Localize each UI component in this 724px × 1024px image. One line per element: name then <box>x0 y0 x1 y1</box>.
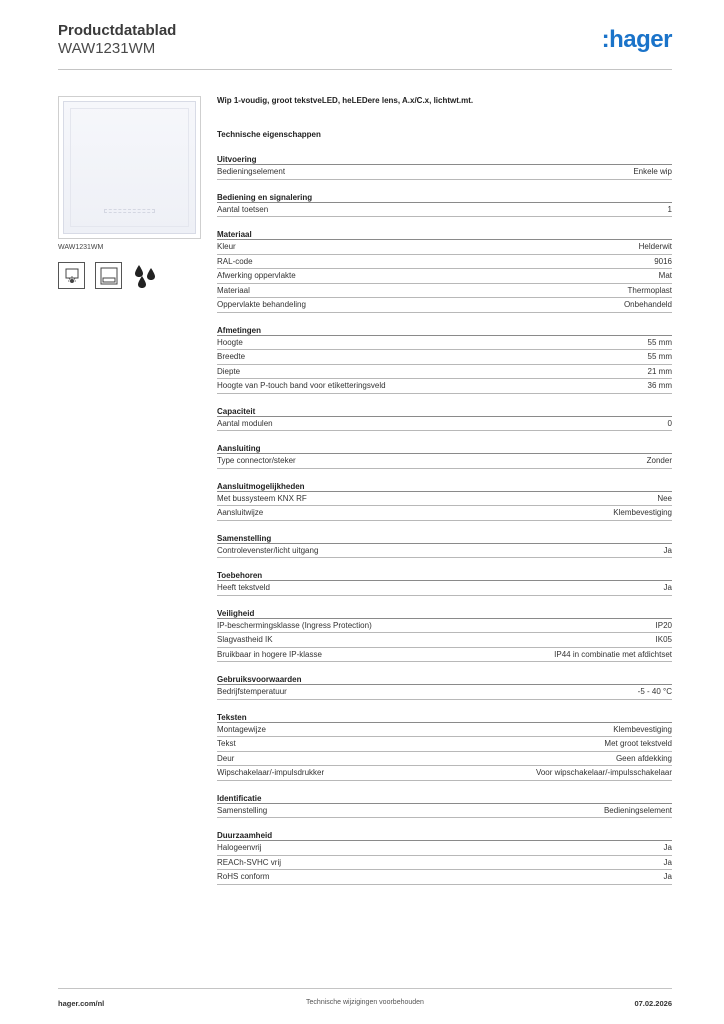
spec-section <box>217 192 672 218</box>
hager-logo: :hager <box>601 26 672 53</box>
spec-section <box>217 406 672 432</box>
spec-value: Zonder <box>646 456 672 465</box>
spec-section-title: Toebehoren <box>217 570 672 581</box>
spec-section-title: Capaciteit <box>217 406 672 417</box>
spec-row <box>217 240 672 255</box>
feature-icons <box>58 262 201 289</box>
spec-row <box>217 685 672 700</box>
spec-row <box>217 336 672 351</box>
spec-row <box>217 581 672 596</box>
spec-label: Afwerking oppervlakte <box>217 271 296 280</box>
spec-label: Aantal modulen <box>217 418 273 428</box>
spec-section <box>217 674 672 700</box>
footer-website: hager.com/nl <box>58 999 105 1008</box>
spec-label: Hoogte <box>217 337 243 347</box>
spec-label: Deur <box>217 753 235 763</box>
spec-value: IP20 <box>655 620 672 630</box>
water-drops-icon <box>132 262 159 289</box>
spec-section-title: Samenstelling <box>217 533 672 544</box>
spec-row <box>217 633 672 648</box>
spec-value: Geen afdekking <box>615 753 672 763</box>
product-image-led-slot <box>104 209 155 213</box>
spec-value: 21 mm <box>647 366 672 376</box>
spec-section-title: Duurzaamheid <box>217 830 672 841</box>
spec-row <box>217 723 672 738</box>
spec-value: IK05 <box>655 635 672 644</box>
spec-value: Onbehandeld <box>623 300 672 309</box>
spec-label: RoHS conform <box>217 872 270 881</box>
spec-label: Tekst <box>217 739 236 748</box>
spec-sections <box>217 154 672 885</box>
spec-section-title: Aansluitmogelijkheden <box>217 481 672 492</box>
spec-value: Klembevestiging <box>613 724 672 734</box>
spec-row <box>217 870 672 885</box>
spec-value: 1 <box>667 204 672 214</box>
spec-row <box>217 544 672 559</box>
spec-row <box>217 203 672 218</box>
spec-label: RAL-code <box>217 256 253 266</box>
spec-section-title: Bediening en signalering <box>217 192 672 203</box>
product-description: Wip 1-voudig, groot tekstveLED, heLEDere lens, A.x/C.x, lichtwt.mt. <box>217 96 474 105</box>
spec-value: -5 - 40 °C <box>637 687 672 696</box>
spec-row <box>217 804 672 819</box>
spec-section-title: Identificatie <box>217 793 672 804</box>
spec-value: Voor wipschakelaar/-impulsschakelaar <box>535 768 672 777</box>
spec-section <box>217 830 672 885</box>
spec-label: Aantal toetsen <box>217 204 269 214</box>
spec-row <box>217 255 672 270</box>
spec-row <box>217 841 672 856</box>
spec-section <box>217 712 672 781</box>
spec-label: Bruikbaar in hogere IP-klasse <box>217 649 322 659</box>
spec-label: Type connector/steker <box>217 456 296 465</box>
spec-label: Aansluitwijze <box>217 508 264 517</box>
illuminated-symbol-icon <box>58 262 85 289</box>
spec-row <box>217 350 672 365</box>
spec-row <box>217 492 672 507</box>
spec-value: Ja <box>663 545 672 555</box>
product-column <box>58 96 201 289</box>
spec-label: Controlevenster/licht uitgang <box>217 545 319 555</box>
spec-value: Ja <box>663 843 672 852</box>
spec-label: Slagvastheid IK <box>217 635 273 644</box>
product-image-caption: WAW1231WM <box>58 244 104 251</box>
spec-row <box>217 298 672 313</box>
spec-label: Kleur <box>217 242 236 251</box>
spec-row <box>217 856 672 871</box>
spec-section <box>217 608 672 663</box>
spec-section <box>217 481 672 521</box>
page-header <box>58 20 672 70</box>
spec-section-title: Aansluiting <box>217 443 672 454</box>
spec-section <box>217 443 672 469</box>
document-title: Productdatablad <box>58 22 177 39</box>
spec-column <box>217 96 672 885</box>
spec-row <box>217 619 672 634</box>
spec-section-title: Materiaal <box>217 229 672 240</box>
spec-label: Materiaal <box>217 285 250 295</box>
label-field-icon <box>95 262 122 289</box>
spec-row <box>217 766 672 781</box>
spec-value: Thermoplast <box>627 285 672 295</box>
spec-label: REACh-SVHC vrij <box>217 857 282 867</box>
spec-section-title: Afmetingen <box>217 325 672 336</box>
spec-row <box>217 737 672 752</box>
spec-value: Helderwit <box>638 242 672 251</box>
spec-section <box>217 533 672 559</box>
spec-value: 55 mm <box>647 337 672 347</box>
spec-label: Montagewijze <box>217 724 266 734</box>
product-code-heading: WAW1231WM <box>58 40 156 57</box>
spec-row <box>217 417 672 432</box>
spec-row <box>217 269 672 284</box>
spec-section <box>217 154 672 180</box>
spec-label: Oppervlakte behandeling <box>217 300 306 309</box>
spec-row <box>217 506 672 521</box>
spec-label: Bedieningselement <box>217 167 286 176</box>
spec-label: Bedrijfstemperatuur <box>217 687 287 696</box>
footer-date: 07.02.2026 <box>634 999 672 1008</box>
spec-value: Met groot tekstveld <box>604 739 672 748</box>
spec-row <box>217 648 672 663</box>
spec-value: Enkele wip <box>633 167 672 176</box>
spec-label: Heeft tekstveld <box>217 583 270 592</box>
spec-section-title: Veiligheid <box>217 608 672 619</box>
spec-label: Wipschakelaar/-impulsdrukker <box>217 768 325 777</box>
spec-section-title: Gebruiksvoorwaarden <box>217 674 672 685</box>
spec-section <box>217 229 672 313</box>
spec-label: Diepte <box>217 366 241 376</box>
page-footer <box>58 988 672 1012</box>
spec-label: Breedte <box>217 352 246 361</box>
spec-row <box>217 379 672 394</box>
spec-heading: Technische eigenschappen <box>217 130 321 139</box>
spec-section <box>217 325 672 394</box>
spec-section <box>217 570 672 596</box>
spec-row <box>217 454 672 469</box>
spec-value: Ja <box>663 857 672 867</box>
spec-value: 0 <box>667 418 672 428</box>
spec-row <box>217 165 672 180</box>
spec-value: Bedieningselement <box>603 805 672 815</box>
spec-row <box>217 752 672 767</box>
spec-value: 36 mm <box>647 381 672 390</box>
spec-value: Ja <box>663 583 672 592</box>
spec-row <box>217 365 672 380</box>
spec-value: Mat <box>658 271 672 280</box>
product-image-frame <box>58 96 201 239</box>
spec-label: Hoogte van P-touch band voor etiketteringsveld <box>217 381 386 390</box>
spec-value: IP44 in combinatie met afdichtset <box>554 649 672 659</box>
spec-section-title: Uitvoering <box>217 154 672 165</box>
spec-label: Samenstelling <box>217 805 268 815</box>
spec-value: Ja <box>663 872 672 881</box>
spec-row <box>217 284 672 299</box>
spec-value: Klembevestiging <box>613 508 672 517</box>
spec-value: 55 mm <box>647 352 672 361</box>
spec-value: 9016 <box>654 256 672 266</box>
spec-section <box>217 793 672 819</box>
spec-label: IP-beschermingsklasse (Ingress Protection) <box>217 620 372 630</box>
footer-disclaimer: Technische wijzigingen voorbehouden <box>306 999 424 1006</box>
spec-label: Halogeenvrij <box>217 843 262 852</box>
spec-section-title: Teksten <box>217 712 672 723</box>
spec-label: Met bussysteem KNX RF <box>217 493 307 503</box>
spec-value: Nee <box>657 493 672 503</box>
product-image <box>63 101 196 234</box>
